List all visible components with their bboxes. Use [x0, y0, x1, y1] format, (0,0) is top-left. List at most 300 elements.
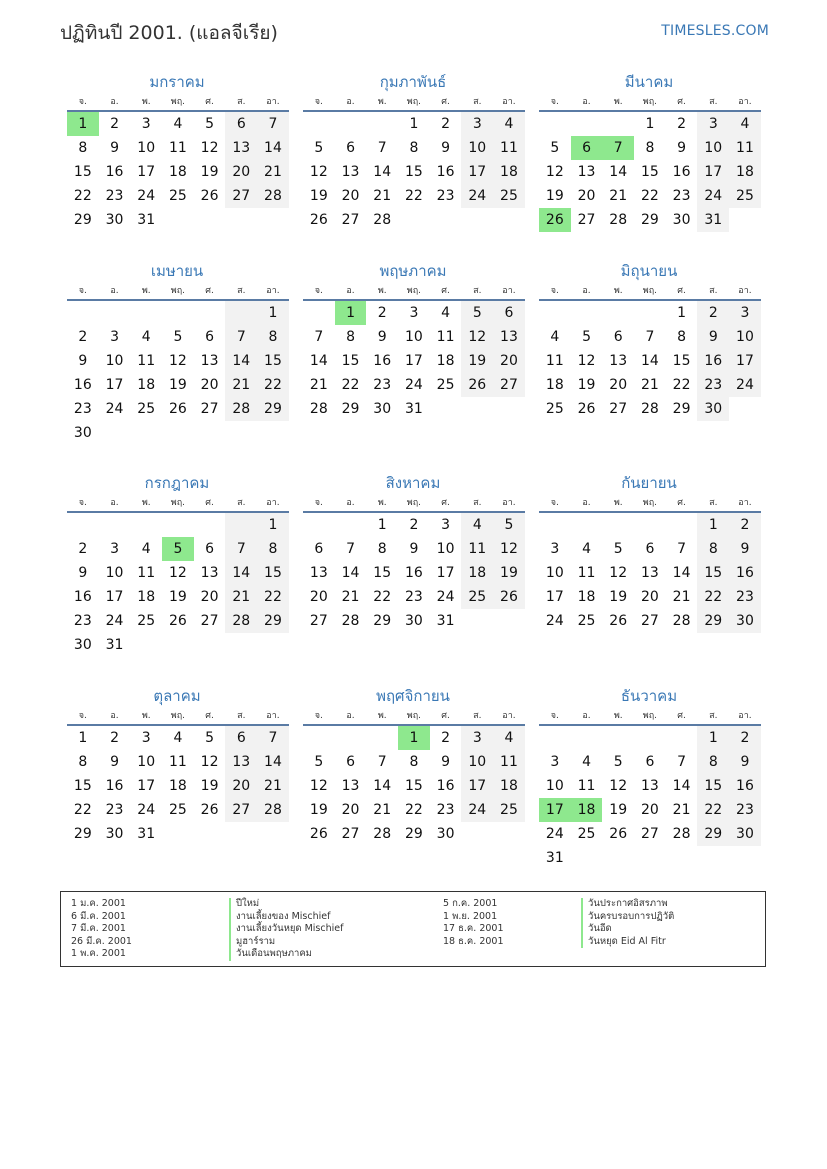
day-cell[interactable]: 24	[105, 613, 124, 629]
day-cell[interactable]: 30	[373, 401, 392, 417]
day-cell[interactable]: 21	[609, 188, 628, 204]
day-cell[interactable]: 26	[609, 826, 628, 842]
day-cell[interactable]: 4	[582, 541, 591, 557]
day-cell[interactable]: 7	[602, 136, 634, 160]
day-cell[interactable]: 21	[672, 589, 691, 605]
day-cell[interactable]: 8	[257, 537, 289, 561]
day-cell[interactable]: 23	[73, 613, 92, 629]
day-cell[interactable]: 26	[200, 802, 219, 818]
day-cell[interactable]: 23	[404, 589, 423, 605]
day-cell[interactable]: 18	[168, 778, 187, 794]
day-cell[interactable]: 21	[309, 377, 328, 393]
day-cell[interactable]: 23	[729, 585, 761, 609]
day-cell[interactable]: 27	[609, 401, 628, 417]
day-cell[interactable]: 12	[461, 325, 493, 349]
day-cell[interactable]: 13	[640, 565, 659, 581]
day-cell[interactable]: 4	[493, 726, 525, 750]
day-cell[interactable]: 20	[341, 188, 360, 204]
day-cell[interactable]: 28	[672, 826, 691, 842]
day-cell[interactable]: 13	[341, 778, 360, 794]
day-cell[interactable]: 16	[729, 774, 761, 798]
day-cell[interactable]: 16	[672, 164, 691, 180]
day-cell[interactable]: 26	[309, 212, 328, 228]
day-cell[interactable]: 9	[110, 140, 119, 156]
day-cell[interactable]: 18	[168, 164, 187, 180]
day-cell[interactable]: 8	[377, 541, 387, 557]
day-cell[interactable]: 6	[205, 329, 215, 345]
day-cell[interactable]: 28	[640, 401, 659, 417]
day-cell[interactable]: 8	[78, 140, 88, 156]
day-cell[interactable]: 25	[729, 184, 761, 208]
day-cell[interactable]: 3	[141, 116, 151, 132]
day-cell[interactable]: 11	[545, 353, 564, 369]
day-cell[interactable]: 10	[545, 565, 564, 581]
day-cell[interactable]: 9	[377, 329, 387, 345]
day-cell[interactable]: 6	[346, 754, 355, 770]
day-cell[interactable]: 3	[110, 541, 119, 557]
day-cell[interactable]: 2	[677, 116, 687, 132]
day-cell[interactable]: 4	[173, 730, 183, 746]
day-cell[interactable]: 5	[314, 754, 324, 770]
day-cell[interactable]: 29	[73, 212, 92, 228]
day-cell[interactable]: 11	[436, 329, 455, 345]
day-cell[interactable]: 9	[441, 140, 451, 156]
day-cell[interactable]: 15	[697, 774, 729, 798]
day-cell[interactable]: 28	[257, 184, 289, 208]
day-cell[interactable]: 3	[110, 329, 119, 345]
day-cell[interactable]: 24	[545, 613, 564, 629]
day-cell[interactable]: 25	[168, 188, 187, 204]
day-cell[interactable]: 20	[640, 589, 659, 605]
day-cell[interactable]: 15	[404, 164, 423, 180]
day-cell[interactable]: 13	[341, 164, 360, 180]
day-cell[interactable]: 23	[105, 188, 124, 204]
day-cell[interactable]: 18	[137, 377, 156, 393]
day-cell[interactable]: 11	[168, 140, 187, 156]
day-cell[interactable]: 17	[697, 160, 729, 184]
day-cell[interactable]: 11	[493, 750, 525, 774]
day-cell[interactable]: 28	[609, 212, 628, 228]
day-cell[interactable]: 24	[137, 188, 156, 204]
day-cell[interactable]: 17	[105, 589, 124, 605]
day-cell[interactable]: 21	[257, 774, 289, 798]
day-cell[interactable]: 13	[309, 565, 328, 581]
day-cell[interactable]: 3	[697, 112, 729, 136]
day-cell[interactable]: 20	[309, 589, 328, 605]
day-cell[interactable]: 20	[200, 377, 219, 393]
day-cell[interactable]: 26	[577, 401, 596, 417]
day-cell[interactable]: 12	[168, 565, 187, 581]
day-cell[interactable]: 24	[105, 401, 124, 417]
day-cell[interactable]: 10	[137, 754, 156, 770]
day-cell[interactable]: 29	[257, 397, 289, 421]
day-cell[interactable]: 5	[613, 541, 623, 557]
day-cell[interactable]: 30	[105, 826, 124, 842]
day-cell[interactable]: 2	[377, 305, 387, 321]
day-cell[interactable]: 7	[377, 754, 387, 770]
day-cell[interactable]: 7	[225, 325, 257, 349]
day-cell[interactable]: 22	[672, 377, 691, 393]
day-cell[interactable]: 3	[550, 541, 560, 557]
day-cell[interactable]: 1	[257, 513, 289, 537]
day-cell[interactable]: 30	[404, 613, 423, 629]
day-cell[interactable]: 10	[105, 353, 124, 369]
day-cell[interactable]: 21	[373, 188, 392, 204]
day-cell[interactable]: 24	[436, 589, 455, 605]
day-cell[interactable]: 28	[672, 613, 691, 629]
day-cell[interactable]: 11	[168, 754, 187, 770]
day-cell[interactable]: 13	[640, 778, 659, 794]
day-cell[interactable]: 26	[493, 585, 525, 609]
day-cell[interactable]: 15	[73, 164, 92, 180]
day-cell[interactable]: 20	[225, 774, 257, 798]
day-cell[interactable]: 14	[225, 561, 257, 585]
day-cell[interactable]: 9	[78, 565, 88, 581]
day-cell[interactable]: 10	[461, 136, 493, 160]
day-cell[interactable]: 16	[436, 778, 455, 794]
day-cell[interactable]: 2	[110, 116, 119, 132]
day-cell[interactable]: 31	[404, 401, 423, 417]
day-cell[interactable]: 2	[697, 301, 729, 325]
day-cell[interactable]: 25	[137, 401, 156, 417]
day-cell[interactable]: 13	[225, 750, 257, 774]
day-cell[interactable]: 18	[461, 561, 493, 585]
day-cell[interactable]: 22	[404, 188, 423, 204]
day-cell[interactable]: 20	[640, 802, 659, 818]
day-cell[interactable]: 31	[436, 613, 455, 629]
day-cell[interactable]: 30	[729, 609, 761, 633]
day-cell[interactable]: 26	[309, 826, 328, 842]
day-cell[interactable]: 26	[609, 613, 628, 629]
day-cell[interactable]: 29	[697, 822, 729, 846]
day-cell[interactable]: 14	[309, 353, 328, 369]
day-cell[interactable]: 12	[577, 353, 596, 369]
day-cell[interactable]: 19	[168, 377, 187, 393]
day-cell[interactable]: 3	[729, 301, 761, 325]
day-cell[interactable]: 7	[377, 140, 387, 156]
day-cell[interactable]: 16	[105, 778, 124, 794]
day-cell[interactable]: 17	[461, 774, 493, 798]
day-cell[interactable]: 5	[613, 754, 623, 770]
day-cell[interactable]: 21	[225, 373, 257, 397]
day-cell[interactable]: 9	[729, 537, 761, 561]
day-cell[interactable]: 23	[436, 802, 455, 818]
day-cell[interactable]: 31	[545, 850, 564, 866]
day-cell[interactable]: 13	[200, 565, 219, 581]
day-cell[interactable]: 19	[200, 164, 219, 180]
day-cell[interactable]: 17	[404, 353, 423, 369]
day-cell[interactable]: 18	[729, 160, 761, 184]
day-cell[interactable]: 15	[257, 349, 289, 373]
day-cell[interactable]: 27	[200, 401, 219, 417]
day-cell[interactable]: 1	[697, 726, 729, 750]
day-cell[interactable]: 20	[577, 188, 596, 204]
day-cell[interactable]: 9	[441, 754, 451, 770]
day-cell[interactable]: 17	[137, 164, 156, 180]
day-cell[interactable]: 28	[225, 609, 257, 633]
day-cell[interactable]: 10	[545, 778, 564, 794]
day-cell[interactable]: 29	[640, 212, 659, 228]
day-cell[interactable]: 4	[441, 305, 451, 321]
day-cell[interactable]: 14	[225, 349, 257, 373]
day-cell[interactable]: 7	[257, 112, 289, 136]
day-cell[interactable]: 25	[545, 401, 564, 417]
day-cell[interactable]: 30	[73, 637, 92, 653]
day-cell[interactable]: 22	[257, 585, 289, 609]
day-cell[interactable]: 27	[640, 826, 659, 842]
day-cell[interactable]: 10	[461, 750, 493, 774]
day-cell[interactable]: 31	[697, 208, 729, 232]
day-cell[interactable]: 6	[205, 541, 215, 557]
day-cell[interactable]: 17	[137, 778, 156, 794]
day-cell[interactable]: 15	[404, 778, 423, 794]
day-cell[interactable]: 27	[640, 613, 659, 629]
day-cell[interactable]: 21	[672, 802, 691, 818]
day-cell[interactable]: 5	[461, 301, 493, 325]
day-cell[interactable]: 16	[729, 561, 761, 585]
day-cell[interactable]: 12	[609, 778, 628, 794]
day-cell[interactable]: 30	[73, 425, 92, 441]
day-cell[interactable]: 14	[341, 565, 360, 581]
day-cell[interactable]: 22	[73, 188, 92, 204]
day-cell[interactable]: 19	[493, 561, 525, 585]
day-cell[interactable]: 1	[677, 305, 687, 321]
day-cell[interactable]: 11	[577, 565, 596, 581]
day-cell[interactable]: 3	[550, 754, 560, 770]
day-cell[interactable]: 3	[409, 305, 419, 321]
day-cell[interactable]: 13	[200, 353, 219, 369]
day-cell[interactable]: 24	[137, 802, 156, 818]
day-cell[interactable]: 11	[493, 136, 525, 160]
day-cell[interactable]: 28	[341, 613, 360, 629]
day-cell[interactable]: 5	[205, 116, 215, 132]
day-cell[interactable]: 31	[105, 637, 124, 653]
day-cell[interactable]: 26	[539, 208, 571, 232]
day-cell[interactable]: 13	[609, 353, 628, 369]
day-cell[interactable]: 25	[168, 802, 187, 818]
day-cell[interactable]: 2	[729, 513, 761, 537]
day-cell[interactable]: 21	[640, 377, 659, 393]
day-cell[interactable]: 10	[404, 329, 423, 345]
day-cell[interactable]: 22	[257, 373, 289, 397]
day-cell[interactable]: 24	[697, 184, 729, 208]
day-cell[interactable]: 2	[441, 116, 451, 132]
day-cell[interactable]: 30	[697, 397, 729, 421]
day-cell[interactable]: 1	[398, 726, 430, 750]
day-cell[interactable]: 29	[341, 401, 360, 417]
day-cell[interactable]: 8	[409, 140, 419, 156]
day-cell[interactable]: 30	[436, 826, 455, 842]
day-cell[interactable]: 28	[309, 401, 328, 417]
day-cell[interactable]: 5	[493, 513, 525, 537]
day-cell[interactable]: 9	[729, 750, 761, 774]
day-cell[interactable]: 16	[73, 377, 92, 393]
day-cell[interactable]: 7	[257, 726, 289, 750]
day-cell[interactable]: 13	[577, 164, 596, 180]
day-cell[interactable]: 13	[225, 136, 257, 160]
day-cell[interactable]: 14	[257, 136, 289, 160]
day-cell[interactable]: 1	[335, 301, 367, 325]
day-cell[interactable]: 19	[309, 802, 328, 818]
day-cell[interactable]: 28	[373, 212, 392, 228]
day-cell[interactable]: 4	[493, 112, 525, 136]
day-cell[interactable]: 2	[729, 726, 761, 750]
day-cell[interactable]: 23	[373, 377, 392, 393]
day-cell[interactable]: 19	[461, 349, 493, 373]
day-cell[interactable]: 3	[461, 726, 493, 750]
day-cell[interactable]: 30	[672, 212, 691, 228]
day-cell[interactable]: 3	[141, 730, 151, 746]
day-cell[interactable]: 15	[257, 561, 289, 585]
day-cell[interactable]: 17	[729, 349, 761, 373]
day-cell[interactable]: 4	[729, 112, 761, 136]
day-cell[interactable]: 8	[697, 750, 729, 774]
day-cell[interactable]: 25	[137, 613, 156, 629]
day-cell[interactable]: 12	[168, 353, 187, 369]
day-cell[interactable]: 28	[257, 798, 289, 822]
day-cell[interactable]: 6	[571, 136, 603, 160]
day-cell[interactable]: 10	[105, 565, 124, 581]
day-cell[interactable]: 4	[550, 329, 560, 345]
day-cell[interactable]: 25	[577, 613, 596, 629]
day-cell[interactable]: 14	[672, 565, 691, 581]
day-cell[interactable]: 12	[545, 164, 564, 180]
day-cell[interactable]: 4	[582, 754, 591, 770]
day-cell[interactable]: 22	[640, 188, 659, 204]
day-cell[interactable]: 30	[729, 822, 761, 846]
day-cell[interactable]: 16	[105, 164, 124, 180]
day-cell[interactable]: 15	[640, 164, 659, 180]
day-cell[interactable]: 25	[577, 826, 596, 842]
day-cell[interactable]: 10	[729, 325, 761, 349]
day-cell[interactable]: 24	[545, 826, 564, 842]
day-cell[interactable]: 27	[577, 212, 596, 228]
day-cell[interactable]: 14	[640, 353, 659, 369]
day-cell[interactable]: 18	[493, 774, 525, 798]
day-cell[interactable]: 22	[73, 802, 92, 818]
day-cell[interactable]: 28	[373, 826, 392, 842]
day-cell[interactable]: 8	[346, 329, 355, 345]
day-cell[interactable]: 14	[373, 164, 392, 180]
day-cell[interactable]: 18	[577, 589, 596, 605]
day-cell[interactable]: 5	[162, 537, 194, 561]
day-cell[interactable]: 1	[257, 301, 289, 325]
day-cell[interactable]: 8	[78, 754, 88, 770]
day-cell[interactable]: 11	[137, 565, 156, 581]
day-cell[interactable]: 18	[436, 353, 455, 369]
day-cell[interactable]: 2	[441, 730, 451, 746]
day-cell[interactable]: 5	[582, 329, 591, 345]
day-cell[interactable]: 10	[436, 541, 455, 557]
day-cell[interactable]: 23	[436, 188, 455, 204]
day-cell[interactable]: 2	[78, 541, 88, 557]
day-cell[interactable]: 5	[314, 140, 324, 156]
day-cell[interactable]: 5	[550, 140, 560, 156]
day-cell[interactable]: 23	[697, 373, 729, 397]
day-cell[interactable]: 4	[461, 513, 493, 537]
day-cell[interactable]: 18	[137, 589, 156, 605]
day-cell[interactable]: 31	[137, 212, 156, 228]
day-cell[interactable]: 27	[493, 373, 525, 397]
day-cell[interactable]: 16	[373, 353, 392, 369]
day-cell[interactable]: 21	[225, 585, 257, 609]
day-cell[interactable]: 21	[373, 802, 392, 818]
day-cell[interactable]: 24	[729, 373, 761, 397]
day-cell[interactable]: 4	[141, 541, 151, 557]
day-cell[interactable]: 22	[373, 589, 392, 605]
day-cell[interactable]: 25	[436, 377, 455, 393]
day-cell[interactable]: 12	[493, 537, 525, 561]
day-cell[interactable]: 15	[73, 778, 92, 794]
day-cell[interactable]: 11	[137, 353, 156, 369]
day-cell[interactable]: 20	[200, 589, 219, 605]
day-cell[interactable]: 10	[697, 136, 729, 160]
day-cell[interactable]: 26	[168, 401, 187, 417]
day-cell[interactable]: 1	[78, 730, 88, 746]
day-cell[interactable]: 19	[609, 589, 628, 605]
day-cell[interactable]: 18	[545, 377, 564, 393]
day-cell[interactable]: 17	[461, 160, 493, 184]
day-cell[interactable]: 12	[309, 778, 328, 794]
day-cell[interactable]: 7	[346, 541, 355, 557]
day-cell[interactable]: 14	[609, 164, 628, 180]
day-cell[interactable]: 6	[225, 726, 257, 750]
day-cell[interactable]: 27	[200, 613, 219, 629]
day-cell[interactable]: 1	[377, 517, 387, 533]
day-cell[interactable]: 15	[672, 353, 691, 369]
day-cell[interactable]: 29	[73, 826, 92, 842]
day-cell[interactable]: 22	[697, 798, 729, 822]
day-cell[interactable]: 29	[697, 609, 729, 633]
day-cell[interactable]: 11	[461, 537, 493, 561]
day-cell[interactable]: 3	[441, 517, 451, 533]
day-cell[interactable]: 7	[314, 329, 324, 345]
day-cell[interactable]: 23	[729, 798, 761, 822]
day-cell[interactable]: 25	[493, 798, 525, 822]
day-cell[interactable]: 6	[493, 301, 525, 325]
day-cell[interactable]: 25	[461, 585, 493, 609]
day-cell[interactable]: 9	[78, 353, 88, 369]
day-cell[interactable]: 14	[257, 750, 289, 774]
day-cell[interactable]: 2	[78, 329, 88, 345]
day-cell[interactable]: 8	[409, 754, 419, 770]
day-cell[interactable]: 24	[461, 184, 493, 208]
day-cell[interactable]: 6	[225, 112, 257, 136]
day-cell[interactable]: 19	[200, 778, 219, 794]
day-cell[interactable]: 17	[545, 589, 564, 605]
day-cell[interactable]: 11	[577, 778, 596, 794]
day-cell[interactable]: 8	[257, 325, 289, 349]
day-cell[interactable]: 2	[110, 730, 119, 746]
day-cell[interactable]: 4	[141, 329, 151, 345]
day-cell[interactable]: 6	[613, 329, 623, 345]
day-cell[interactable]: 21	[257, 160, 289, 184]
day-cell[interactable]: 9	[110, 754, 119, 770]
day-cell[interactable]: 14	[373, 778, 392, 794]
day-cell[interactable]: 15	[697, 561, 729, 585]
day-cell[interactable]: 26	[200, 188, 219, 204]
day-cell[interactable]: 29	[672, 401, 691, 417]
day-cell[interactable]: 16	[697, 349, 729, 373]
day-cell[interactable]: 24	[404, 377, 423, 393]
day-cell[interactable]: 19	[309, 188, 328, 204]
day-cell[interactable]: 22	[341, 377, 360, 393]
day-cell[interactable]: 1	[67, 112, 99, 136]
day-cell[interactable]: 14	[672, 778, 691, 794]
day-cell[interactable]: 17	[436, 565, 455, 581]
day-cell[interactable]: 6	[314, 541, 324, 557]
day-cell[interactable]: 8	[645, 140, 655, 156]
